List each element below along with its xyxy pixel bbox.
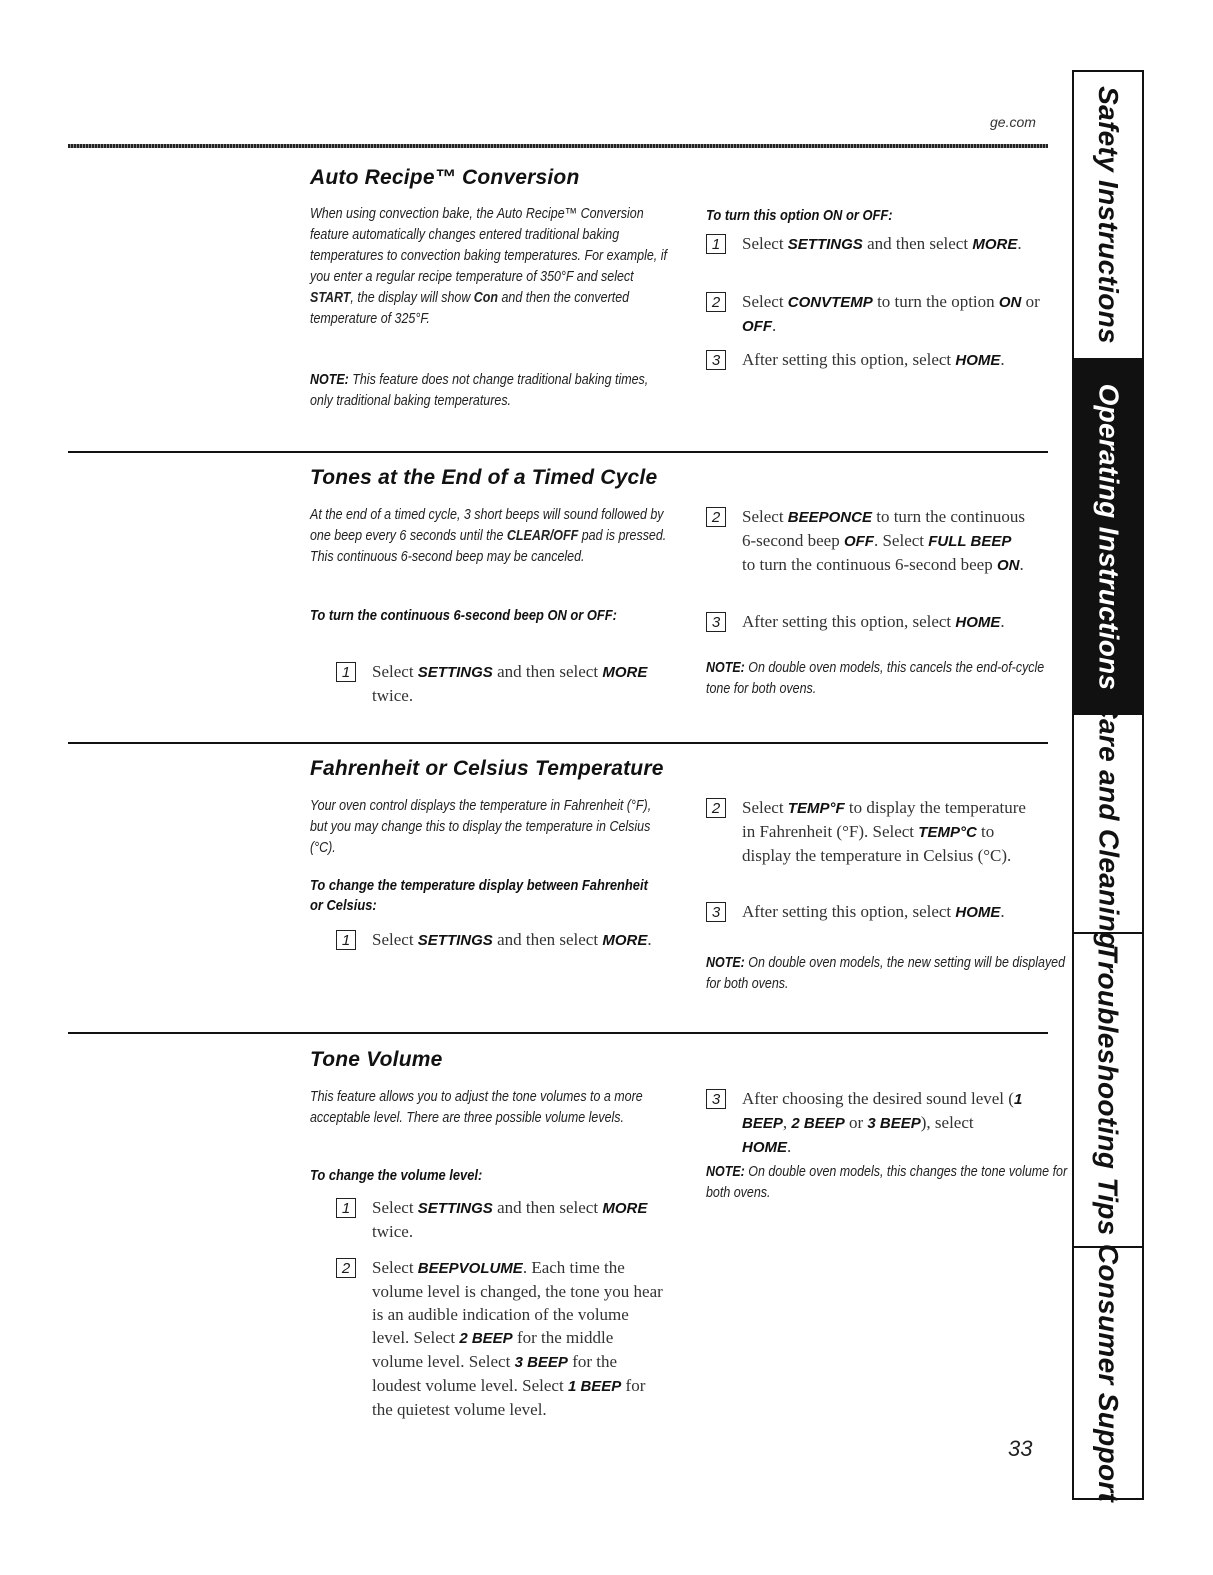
tab-care-and-cleaning[interactable]: Care and Cleaning: [1074, 715, 1142, 934]
step-3-fahrenheit-celsius: 3 After setting this option, select HOME.: [706, 900, 1036, 924]
section-divider: [68, 451, 1048, 453]
note-auto-recipe: NOTE: This feature does not change traditional baking times, only traditional baking temperatures.: [310, 372, 649, 409]
step-1-tones: 1 Select SETTINGS and then select MORE twice.: [336, 660, 666, 707]
step-2-auto-recipe: 2 Select CONVTEMP to turn the option ON or OFF.: [706, 290, 1046, 338]
note-fahrenheit-celsius: NOTE: On double oven models, the new setting will be displayed for both ovens.: [706, 955, 1066, 992]
step-number: 3: [706, 1089, 726, 1109]
section-title-tones: Tones at the End of a Timed Cycle: [310, 466, 658, 489]
tab-operating-instructions[interactable]: Operating Instructions: [1074, 360, 1142, 715]
step-number: 2: [336, 1258, 356, 1278]
section-divider: [68, 1032, 1048, 1034]
note-tone-volume: NOTE: On double oven models, this changes the tone volume for both ovens.: [706, 1164, 1068, 1201]
step-number: 2: [706, 798, 726, 818]
step-number: 1: [336, 1198, 356, 1218]
page-number: 33: [1008, 1436, 1033, 1461]
section-intro-tone-volume: This feature allows you to adjust the tone volumes to a more acceptable level. There are three possible volume levels.: [310, 1089, 643, 1126]
step-number: 1: [336, 662, 356, 682]
section-title-auto-recipe: Auto Recipe™ Conversion: [310, 166, 580, 189]
step-number: 1: [336, 930, 356, 950]
step-number: 2: [706, 292, 726, 312]
note-tones: NOTE: On double oven models, this cancels the end-of-cycle tone for both ovens.: [706, 660, 1045, 697]
section-title-fahrenheit-celsius: Fahrenheit or Celsius Temperature: [310, 757, 664, 780]
step-number: 2: [706, 507, 726, 527]
section-divider: [68, 742, 1048, 744]
step-1-fahrenheit-celsius: 1 Select SETTINGS and then select MORE.: [336, 928, 666, 952]
subhead-fahrenheit-celsius: To change the temperature display between Fahrenheit or Celsius:: [310, 877, 648, 914]
section-tabs: [1072, 70, 1144, 1503]
section-intro-auto-recipe: When using convection bake, the Auto Recipe™ Conversion feature automatically changes entered traditional baking temperatures to convection baking temperatures. For example, if you enter a regular recipe temperature of 350°F and select START, the display will show Con and then the converted temperature of 325°F.: [310, 206, 667, 327]
step-2-tone-volume: 2 Select BEEPVOLUME. Each time the volume level is changed, the tone you hear is an audible indication of the volume level. Select 2 BEEP for the middle volume level. Select 3 BEEP for the loudest volume level. Select 1 BEEP for the quietest volume level.: [336, 1256, 666, 1421]
section-intro-tones: At the end of a timed cycle, 3 short beeps will sound followed by one beep every 6 seconds until the CLEAR/OFF pad is pressed. This continuous 6-second beep may be canceled.: [310, 507, 667, 565]
step-2-tones: 2 Select BEEPONCE to turn the continuous 6-second beep OFF. Select FULL BEEP to turn the continuous 6-second beep ON.: [706, 505, 1026, 577]
step-3-tones: 3 After setting this option, select HOME.: [706, 610, 1036, 634]
step-number: 1: [706, 234, 726, 254]
tab-troubleshooting-tips[interactable]: Troubleshooting Tips: [1074, 934, 1142, 1248]
step-3-auto-recipe: 3 After setting this option, select HOME.: [706, 348, 1046, 372]
subhead-tone-volume: To change the volume level:: [310, 1167, 483, 1184]
step-1-tone-volume: 1 Select SETTINGS and then select MORE twice.: [336, 1196, 666, 1243]
section-title-tone-volume: Tone Volume: [310, 1048, 443, 1071]
site-url: ge.com: [990, 114, 1036, 130]
step-number: 3: [706, 350, 726, 370]
subhead-tones: To turn the continuous 6-second beep ON or OFF:: [310, 607, 617, 624]
subhead-auto-recipe: To turn this option ON or OFF:: [706, 207, 893, 224]
step-3-tone-volume: 3 After choosing the desired sound level (1 BEEP, 2 BEEP or 3 BEEP), select HOME.: [706, 1087, 1026, 1159]
section-intro-fahrenheit-celsius: Your oven control displays the temperature in Fahrenheit (°F), but you may change this to display the temperature in Celsius (°C).: [310, 798, 652, 856]
step-1-auto-recipe: 1 Select SETTINGS and then select MORE.: [706, 232, 1046, 256]
tab-consumer-support[interactable]: Consumer Support: [1093, 1243, 1125, 1503]
tab-safety-instructions[interactable]: Safety Instructions: [1074, 72, 1142, 360]
header-rule: [68, 144, 1048, 148]
step-number: 3: [706, 902, 726, 922]
step-2-fahrenheit-celsius: 2 Select TEMP°F to display the temperature in Fahrenheit (°F). Select TEMP°C to display the temperature in Celsius (°C).: [706, 796, 1026, 867]
step-number: 3: [706, 612, 726, 632]
